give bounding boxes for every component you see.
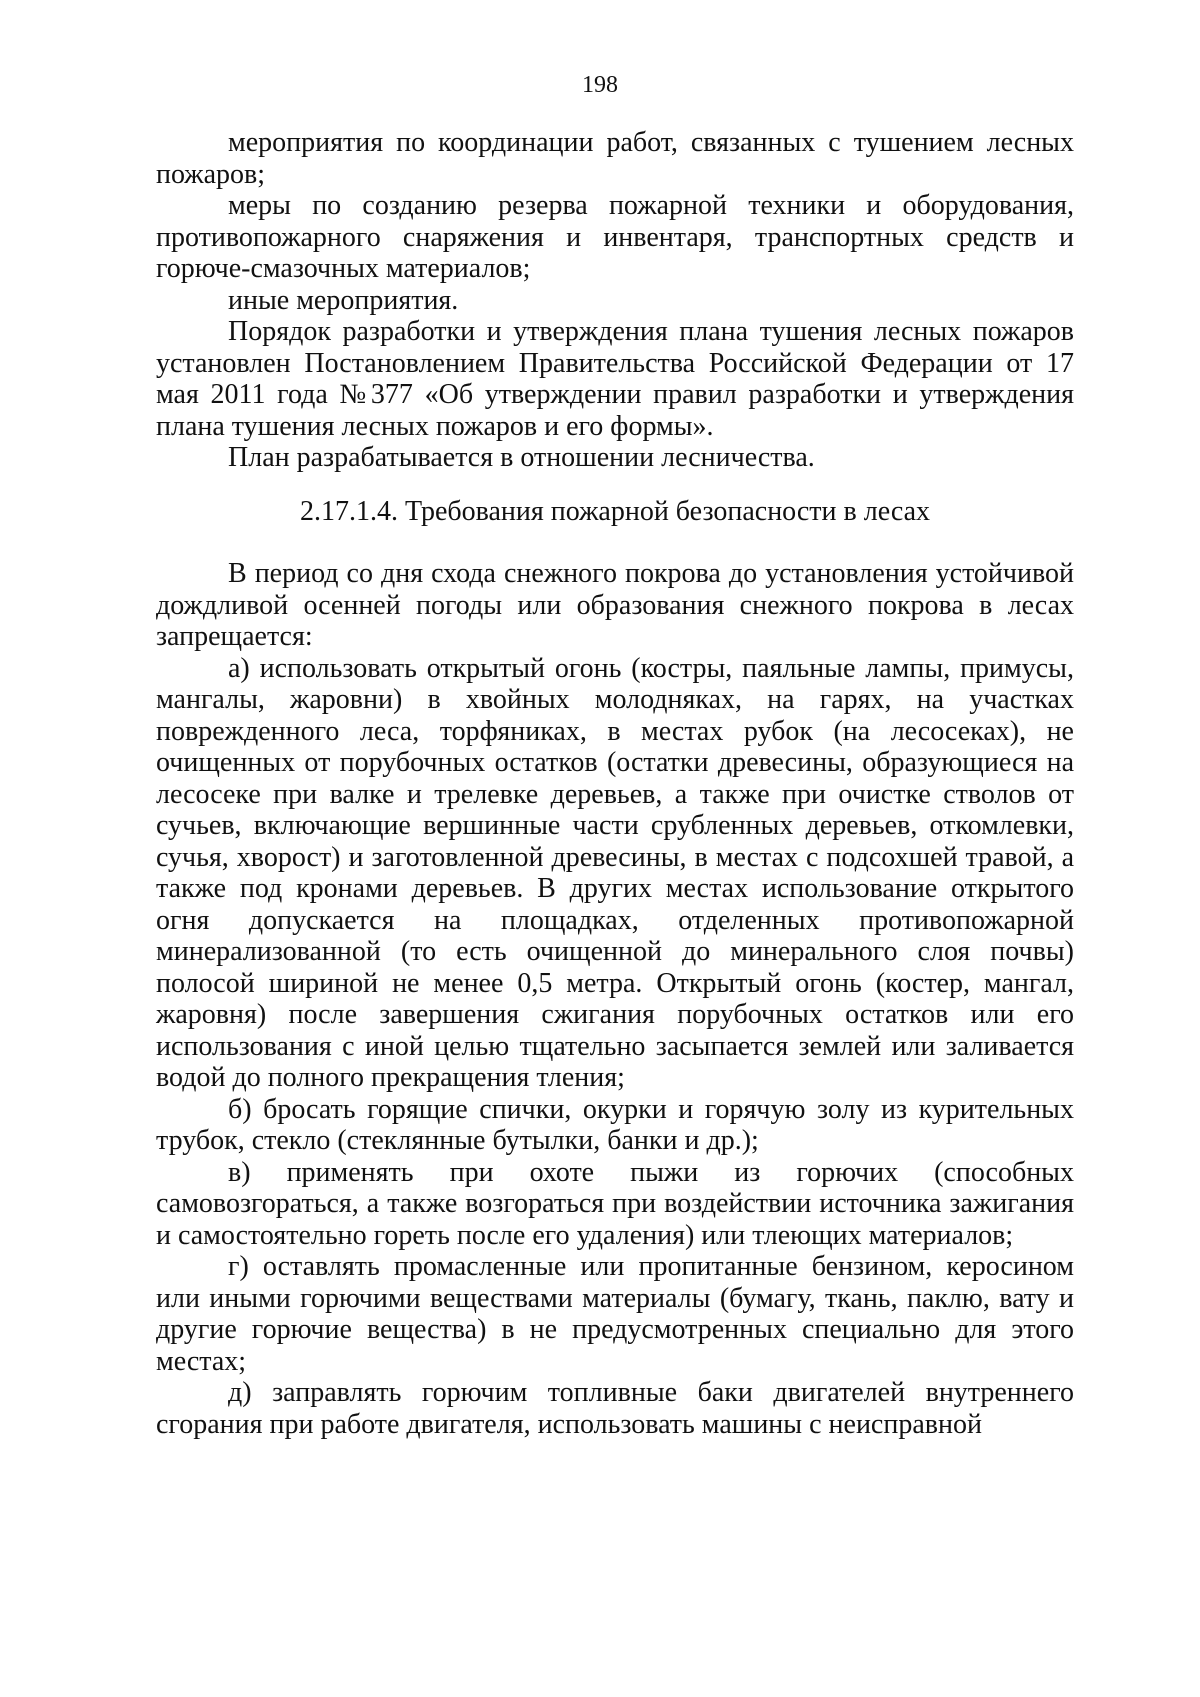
paragraph-plan-procedure: Порядок разработки и утверждения плана тушения лесных пожаров установлен Постановлением Правительства Российской Федерации от 17 мая 2011 года №377 «Об утверждении правил разработки и утверждения плана тушения лесных пожаров и его формы». <box>156 316 1074 442</box>
list-item-d-refueling: д) заправлять горючим топливные баки двигателей внутреннего сгорания при работе двигателя, использовать машины с неисправной <box>156 1377 1074 1440</box>
paragraph-reserve-measures: меры по созданию резерва пожарной техники и оборудования, противопожарного снаряжения и инвентаря, транспортных средств и горюче-смазочных материалов; <box>156 190 1074 284</box>
list-item-g-oiled-materials: г) оставлять промасленные или пропитанные бензином, керосином или иными горючими веществами материалы (бумагу, ткань, паклю, вату и другие горючие вещества) в не предусмотренных специально для этого местах; <box>156 1251 1074 1377</box>
section-heading: 2.17.1.4. Требования пожарной безопасности в лесах <box>299 495 931 527</box>
list-item-v-wads: в) применять при охоте пыжи из горючих (способных самовозгораться, а также возгораться при воздействии источника зажигания и самостоятельно гореть после его удаления) или тлеющих материалов; <box>156 1156 1074 1251</box>
paragraph-plan-scope: План разрабатывается в отношении лесничества. <box>228 442 815 473</box>
paragraph-coordination: мероприятия по координации работ, связанных с тушением лесных пожаров; <box>156 127 1074 190</box>
document-body <box>156 127 1074 1440</box>
paragraph-prohibitions-intro: В период со дня схода снежного покрова до установления устойчивой дождливой осенней погоды или образования снежного покрова в лесах запрещается: <box>156 558 1074 652</box>
list-item-a-open-fire: а) использовать открытый огонь (костры, паяльные лампы, примусы, мангалы, жаровни) в хвойных молодняках, на гарях, на участках поврежденного леса, торфяниках, в местах рубок (на лесосеках), не очищенных от порубочных остатков (остатки древесины, образующиеся на лесосеке при валке и трелевке деревьев, а также при очистке стволов от сучьев, включающие вершинные части срубленных деревьев, откомлевки, сучья, хворост) и заготовленной древесины, в местах с подсохшей травой, а также под кронами деревьев. В других местах использование открытого огня допускается на площадках, отделенных противопожарной минерализованной (то есть очищенной до минерального слоя почвы) полосой шириной не менее 0,5 метра. Открытый огонь (костер, мангал, жаровня) после завершения сжигания порубочных остатков или его использования с иной целью тщательно засыпается землей или заливается водой до полного прекращения тления; <box>156 652 1074 1093</box>
page-number: 198 <box>582 72 618 98</box>
list-item-b-matches: б) бросать горящие спички, окурки и горячую золу из курительных трубок, стекло (стеклянные бутылки, банки и др.); <box>156 1093 1074 1156</box>
paragraph-other-measures: иные мероприятия. <box>228 284 459 316</box>
